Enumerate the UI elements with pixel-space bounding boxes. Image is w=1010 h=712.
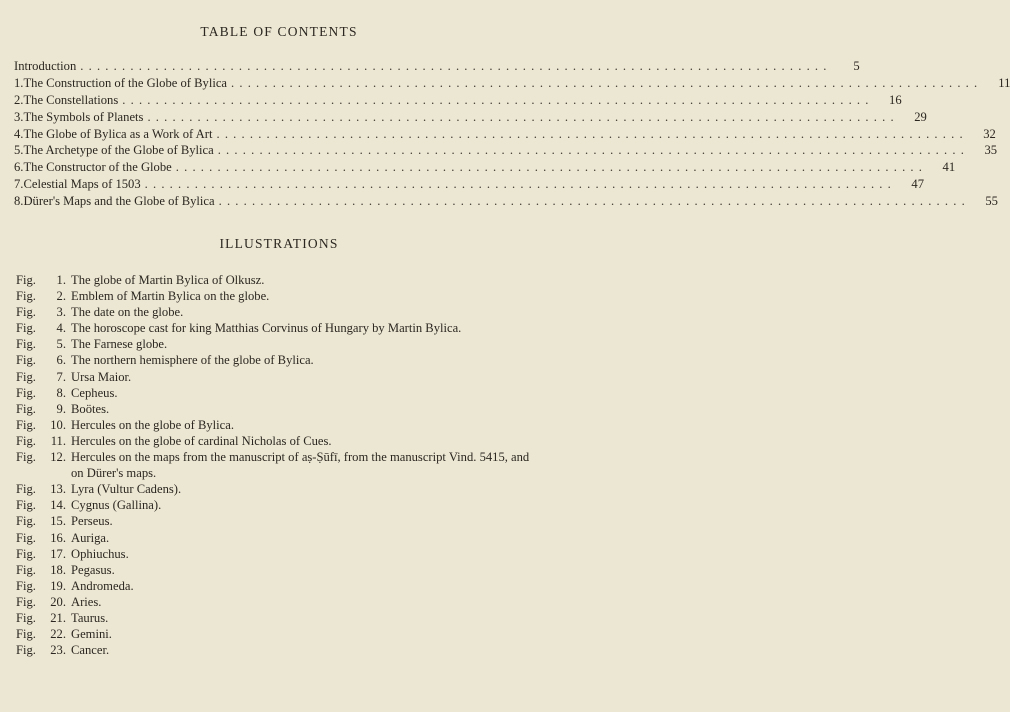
toc-entry bbox=[14, 193, 998, 210]
figure-entry bbox=[16, 497, 536, 513]
figure-caption: Auriga. bbox=[71, 530, 110, 545]
figure-number: 18. bbox=[50, 562, 66, 577]
toc-heading: TABLE OF CONTENTS bbox=[200, 24, 358, 39]
toc-entry-page: 55 bbox=[985, 194, 998, 209]
figure-prefix: Fig. bbox=[16, 273, 36, 287]
figure-caption: Emblem of Martin Bylica on the globe. bbox=[71, 289, 270, 304]
figure-caption: The Farnese globe. bbox=[71, 337, 168, 352]
figure-entry bbox=[16, 336, 536, 352]
figure-number: 5. bbox=[56, 337, 66, 352]
figure-caption: Andromeda. bbox=[71, 578, 134, 593]
leader-dots: .......................................................................................... bbox=[80, 59, 832, 73]
leader-dots: .......................................................................................... bbox=[217, 143, 970, 158]
figure-number: 12. bbox=[50, 450, 66, 465]
illustrations-heading: ILLUSTRATIONS bbox=[219, 236, 339, 251]
figure-entry bbox=[16, 449, 536, 481]
figure-number: 11. bbox=[50, 433, 66, 448]
toc-entry bbox=[14, 109, 927, 126]
figure-prefix: Fig. bbox=[16, 627, 36, 642]
figure-entry bbox=[16, 610, 536, 626]
figure-entry bbox=[16, 530, 536, 546]
leader-dots: .......................................................................................... bbox=[122, 92, 874, 107]
figure-entry bbox=[16, 642, 536, 658]
figure-entry bbox=[16, 513, 536, 529]
leader-dots: .......................................................................................... bbox=[231, 75, 983, 90]
leader-dots: .......................................................................................... bbox=[144, 177, 896, 192]
toc-entry-number: 6. bbox=[14, 160, 24, 175]
toc-entry-title: The Symbols of Planets bbox=[23, 109, 144, 124]
figure-entry bbox=[16, 562, 536, 578]
figure-entry bbox=[16, 272, 536, 288]
figure-number: 2. bbox=[56, 289, 66, 304]
toc-entry bbox=[14, 176, 924, 193]
figure-number: 19. bbox=[50, 578, 66, 593]
figure-entry bbox=[16, 481, 536, 497]
figure-caption: Ophiuchus. bbox=[71, 546, 129, 561]
figure-entry bbox=[16, 417, 536, 433]
figure-caption: Taurus. bbox=[71, 610, 109, 625]
figure-number: 17. bbox=[50, 546, 66, 561]
toc-entry-title: Introduction bbox=[14, 59, 77, 73]
figure-entry bbox=[16, 320, 536, 336]
figure-number: 13. bbox=[50, 482, 66, 497]
figure-prefix: Fig. bbox=[16, 433, 36, 448]
toc-entry-page: 11 bbox=[998, 75, 1010, 90]
figure-caption: Boötes. bbox=[71, 401, 110, 416]
toc-entry-title: Dürer's Maps and the Globe of Bylica bbox=[23, 194, 215, 209]
toc-entry-page: 5 bbox=[853, 59, 860, 73]
figure-prefix: Fig. bbox=[16, 289, 36, 304]
toc-entry-number: 3. bbox=[14, 109, 24, 124]
figure-caption: The northern hemisphere of the globe of Bylica. bbox=[71, 353, 314, 368]
figure-prefix: Fig. bbox=[16, 353, 36, 368]
figure-caption: The date on the globe. bbox=[71, 305, 184, 320]
figure-prefix: Fig. bbox=[16, 401, 36, 416]
toc-entry-page: 32 bbox=[983, 126, 996, 141]
figure-prefix: Fig. bbox=[16, 578, 36, 593]
toc-entry bbox=[14, 75, 1010, 92]
figure-number: 7. bbox=[56, 369, 66, 384]
toc-entry bbox=[14, 92, 902, 109]
toc-entry-number: 1. bbox=[14, 75, 24, 90]
toc-entry-number: 5. bbox=[14, 143, 24, 158]
figure-number: 1. bbox=[56, 273, 66, 287]
figure-entry bbox=[16, 578, 536, 594]
toc-entry bbox=[14, 159, 956, 176]
figure-entry bbox=[16, 385, 536, 401]
figure-caption: Perseus. bbox=[71, 514, 113, 529]
figure-number: 15. bbox=[50, 514, 66, 529]
figure-number: 8. bbox=[56, 385, 66, 400]
figure-caption: The globe of Martin Bylica of Olkusz. bbox=[71, 273, 265, 287]
figure-caption: Pegasus. bbox=[71, 562, 115, 577]
toc-list bbox=[14, 58, 1010, 210]
figure-caption: Lyra (Vultur Cadens). bbox=[71, 482, 182, 497]
figure-number: 4. bbox=[56, 321, 66, 336]
toc-entry-title: The Construction of the Globe of Bylica bbox=[23, 75, 228, 90]
toc-entry-page: 41 bbox=[942, 160, 956, 175]
figure-prefix: Fig. bbox=[16, 530, 36, 545]
figure-number: 6. bbox=[56, 353, 66, 368]
toc-entry-title: The Globe of Bylica as a Work of Art bbox=[23, 126, 213, 141]
toc-entry-page: 47 bbox=[911, 177, 924, 192]
figure-number: 23. bbox=[50, 643, 66, 658]
figure-caption: Hercules on the globe of Bylica. bbox=[71, 417, 234, 432]
figure-number: 20. bbox=[50, 594, 66, 609]
leader-dots: .......................................................................................... bbox=[216, 126, 968, 141]
figure-number: 9. bbox=[56, 401, 66, 416]
figure-number: 16. bbox=[50, 530, 66, 545]
figure-caption: Cygnus (Gallina). bbox=[71, 498, 162, 513]
figure-entry bbox=[16, 626, 536, 642]
toc-entry-title: The Archetype of the Globe of Bylica bbox=[23, 143, 214, 158]
figure-caption: The horoscope cast for king Matthias Corvinus of Hungary by Martin Bylica. bbox=[71, 321, 462, 336]
toc-entry-page: 29 bbox=[914, 109, 927, 124]
figure-number: 21. bbox=[50, 610, 66, 625]
toc-entry-number: 4. bbox=[14, 126, 24, 141]
toc-entry-number: 2. bbox=[14, 92, 24, 107]
toc-entry bbox=[14, 58, 860, 75]
figure-prefix: Fig. bbox=[16, 369, 36, 384]
leader-dots: .......................................................................................... bbox=[175, 160, 928, 175]
figure-prefix: Fig. bbox=[16, 594, 36, 609]
figure-prefix: Fig. bbox=[16, 385, 36, 400]
figure-entry bbox=[16, 369, 536, 385]
figure-caption: Cancer. bbox=[71, 643, 110, 658]
figure-caption: Gemini. bbox=[71, 627, 112, 642]
leader-dots: .......................................................................................... bbox=[147, 109, 899, 124]
leader-dots: .......................................................................................... bbox=[218, 194, 970, 209]
figure-prefix: Fig. bbox=[16, 337, 36, 352]
figure-caption: Cepheus. bbox=[71, 385, 118, 400]
figure-entry bbox=[16, 304, 536, 320]
toc-entry bbox=[14, 126, 996, 143]
toc-entry-number: 8. bbox=[14, 194, 24, 209]
toc-entry-page: 35 bbox=[984, 143, 998, 158]
illustrations-list bbox=[16, 272, 536, 658]
figure-caption: Hercules on the maps from the manuscript of aṣ-Ṣūfī, from the manuscript Vind. 5415, and on Dürer's maps. bbox=[71, 450, 530, 481]
figure-entry bbox=[16, 288, 536, 304]
figure-caption: Aries. bbox=[71, 594, 102, 609]
figure-entry bbox=[16, 546, 536, 562]
figure-number: 22. bbox=[50, 627, 66, 642]
figure-entry bbox=[16, 433, 536, 449]
toc-entry-page: 16 bbox=[889, 92, 902, 107]
toc-entry-title: The Constructor of the Globe bbox=[23, 160, 172, 175]
figure-prefix: Fig. bbox=[16, 610, 36, 625]
toc-entry-number: 7. bbox=[14, 177, 24, 192]
toc-entry-title: The Constellations bbox=[23, 92, 119, 107]
figure-prefix: Fig. bbox=[16, 482, 36, 497]
figure-entry bbox=[16, 401, 536, 417]
figure-prefix: Fig. bbox=[16, 546, 36, 561]
figure-caption: Hercules on the globe of cardinal Nicholas of Cues. bbox=[71, 433, 332, 448]
figure-prefix: Fig. bbox=[16, 562, 36, 577]
toc-entry bbox=[14, 142, 998, 159]
toc-entry-title: Celestial Maps of 1503 bbox=[23, 177, 141, 192]
figure-prefix: Fig. bbox=[16, 450, 36, 465]
figure-prefix: Fig. bbox=[16, 321, 36, 336]
figure-prefix: Fig. bbox=[16, 305, 36, 320]
figure-prefix: Fig. bbox=[16, 498, 36, 513]
figure-caption: Ursa Maior. bbox=[71, 369, 132, 384]
figure-entry bbox=[16, 594, 536, 610]
figure-number: 14. bbox=[50, 498, 66, 513]
figure-entry bbox=[16, 352, 536, 368]
figure-number: 10. bbox=[50, 417, 66, 432]
figure-prefix: Fig. bbox=[16, 514, 36, 529]
figure-prefix: Fig. bbox=[16, 643, 36, 658]
figure-number: 3. bbox=[56, 305, 66, 320]
figure-prefix: Fig. bbox=[16, 417, 36, 432]
